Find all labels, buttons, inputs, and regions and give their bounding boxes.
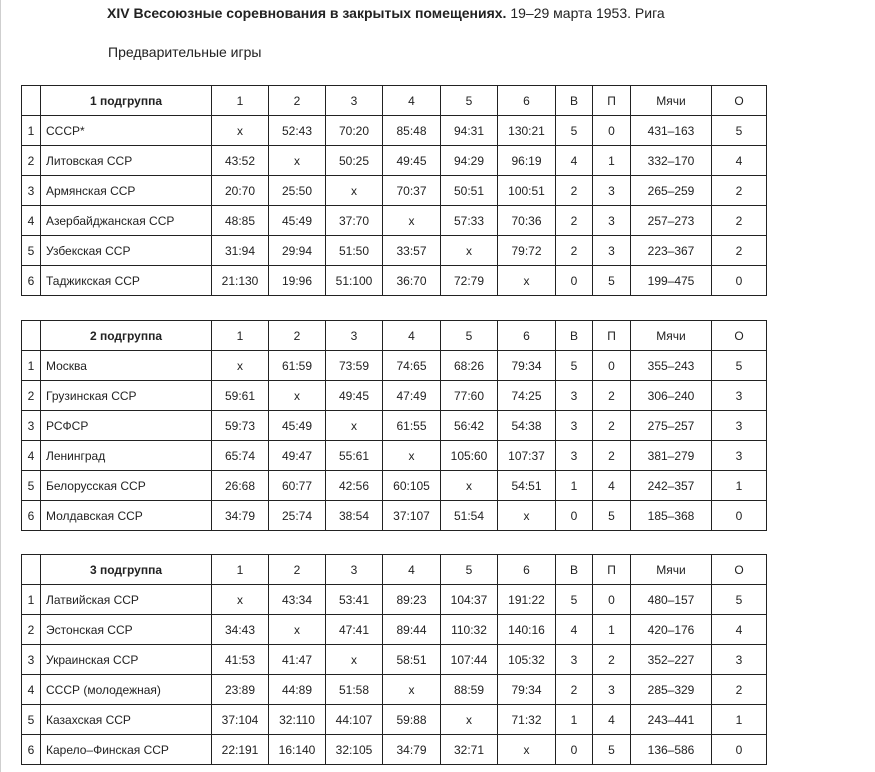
corner-cell bbox=[22, 321, 41, 351]
score-cell: 49:45 bbox=[326, 381, 383, 411]
row-number: 6 bbox=[22, 266, 41, 296]
score-cell: 34:43 bbox=[212, 615, 269, 645]
row-number: 3 bbox=[22, 411, 41, 441]
score-cell: 89:23 bbox=[383, 585, 441, 615]
score-cell: х bbox=[326, 411, 383, 441]
losses-cell: 0 bbox=[593, 585, 631, 615]
wins-cell: 4 bbox=[556, 146, 593, 176]
losses-cell: 5 bbox=[593, 266, 631, 296]
score-cell: 19:96 bbox=[269, 266, 326, 296]
score-cell: 68:26 bbox=[441, 351, 498, 381]
score-cell: 43:34 bbox=[269, 585, 326, 615]
table-row bbox=[22, 266, 767, 296]
score-cell: 32:71 bbox=[441, 735, 498, 765]
team-name: СССР (молодежная) bbox=[41, 675, 212, 705]
score-cell: 43:52 bbox=[212, 146, 269, 176]
score-cell: х bbox=[498, 501, 556, 531]
table-row bbox=[22, 645, 767, 675]
score-cell: 47:49 bbox=[383, 381, 441, 411]
team-name: Карело–Финская ССР bbox=[41, 735, 212, 765]
losses-cell: 0 bbox=[593, 116, 631, 146]
points-cell: 5 bbox=[712, 351, 767, 381]
score-cell: 140:16 bbox=[498, 615, 556, 645]
row-number: 5 bbox=[22, 236, 41, 266]
score-cell: 31:94 bbox=[212, 236, 269, 266]
score-cell: х bbox=[441, 471, 498, 501]
column-header: В bbox=[556, 321, 593, 351]
score-cell: 105:32 bbox=[498, 645, 556, 675]
losses-cell: 4 bbox=[593, 705, 631, 735]
row-number: 4 bbox=[22, 441, 41, 471]
score-cell: 74:25 bbox=[498, 381, 556, 411]
row-number: 1 bbox=[22, 116, 41, 146]
team-name: Узбекская ССР bbox=[41, 236, 212, 266]
score-cell: х bbox=[212, 351, 269, 381]
score-cell: х bbox=[498, 735, 556, 765]
score-cell: 55:61 bbox=[326, 441, 383, 471]
column-header: Мячи bbox=[631, 86, 712, 116]
score-cell: 23:89 bbox=[212, 675, 269, 705]
wins-cell: 1 bbox=[556, 471, 593, 501]
page-left-border bbox=[0, 0, 1, 772]
section-subtitle: Предварительные игры bbox=[108, 44, 262, 60]
score-cell: 36:70 bbox=[383, 266, 441, 296]
group-name: 2 подгруппа bbox=[41, 321, 212, 351]
points-cell: 0 bbox=[712, 266, 767, 296]
points-cell: 3 bbox=[712, 411, 767, 441]
team-name: Азербайджанская ССР bbox=[41, 206, 212, 236]
balls-cell: 275–257 bbox=[631, 411, 712, 441]
score-cell: х bbox=[269, 146, 326, 176]
points-cell: 4 bbox=[712, 146, 767, 176]
score-cell: 22:191 bbox=[212, 735, 269, 765]
score-cell: 32:110 bbox=[269, 705, 326, 735]
losses-cell: 2 bbox=[593, 645, 631, 675]
column-header: 4 bbox=[383, 321, 441, 351]
score-cell: х bbox=[269, 381, 326, 411]
score-cell: 37:70 bbox=[326, 206, 383, 236]
points-cell: 0 bbox=[712, 735, 767, 765]
column-header: 5 bbox=[441, 86, 498, 116]
column-header: 1 bbox=[212, 321, 269, 351]
score-cell: 54:38 bbox=[498, 411, 556, 441]
score-cell: х bbox=[383, 206, 441, 236]
table-row bbox=[22, 471, 767, 501]
score-cell: х bbox=[212, 585, 269, 615]
score-cell: 20:70 bbox=[212, 176, 269, 206]
column-header: Мячи bbox=[631, 321, 712, 351]
losses-cell: 0 bbox=[593, 351, 631, 381]
group-name: 3 подгруппа bbox=[41, 555, 212, 585]
balls-cell: 243–441 bbox=[631, 705, 712, 735]
column-header: П bbox=[593, 321, 631, 351]
points-cell: 3 bbox=[712, 645, 767, 675]
team-name: СССР* bbox=[41, 116, 212, 146]
column-header: Мячи bbox=[631, 555, 712, 585]
points-cell: 5 bbox=[712, 585, 767, 615]
table-row bbox=[22, 146, 767, 176]
losses-cell: 3 bbox=[593, 236, 631, 266]
table-row bbox=[22, 441, 767, 471]
score-cell: 60:77 bbox=[269, 471, 326, 501]
row-number: 4 bbox=[22, 675, 41, 705]
losses-cell: 3 bbox=[593, 675, 631, 705]
team-name: Казахская ССР bbox=[41, 705, 212, 735]
score-cell: 26:68 bbox=[212, 471, 269, 501]
wins-cell: 2 bbox=[556, 236, 593, 266]
score-cell: 51:54 bbox=[441, 501, 498, 531]
row-number: 6 bbox=[22, 501, 41, 531]
title-dates: 19–29 марта 1953. Рига bbox=[510, 5, 665, 21]
score-cell: х bbox=[498, 266, 556, 296]
table-header-row bbox=[22, 321, 767, 351]
points-cell: 1 bbox=[712, 705, 767, 735]
table-header-row bbox=[22, 86, 767, 116]
score-cell: 94:29 bbox=[441, 146, 498, 176]
score-cell: х bbox=[326, 645, 383, 675]
table-row bbox=[22, 705, 767, 735]
score-cell: 33:57 bbox=[383, 236, 441, 266]
score-cell: 51:58 bbox=[326, 675, 383, 705]
table-row bbox=[22, 585, 767, 615]
row-number: 1 bbox=[22, 351, 41, 381]
score-cell: 21:130 bbox=[212, 266, 269, 296]
score-cell: 29:94 bbox=[269, 236, 326, 266]
balls-cell: 352–227 bbox=[631, 645, 712, 675]
score-cell: 104:37 bbox=[441, 585, 498, 615]
score-cell: 56:42 bbox=[441, 411, 498, 441]
balls-cell: 381–279 bbox=[631, 441, 712, 471]
score-cell: 52:43 bbox=[269, 116, 326, 146]
points-cell: 3 bbox=[712, 441, 767, 471]
losses-cell: 4 bbox=[593, 471, 631, 501]
team-name: Литовская ССР bbox=[41, 146, 212, 176]
row-number: 2 bbox=[22, 381, 41, 411]
column-header: 6 bbox=[498, 86, 556, 116]
column-header: 4 bbox=[383, 555, 441, 585]
score-cell: 130:21 bbox=[498, 116, 556, 146]
wins-cell: 5 bbox=[556, 585, 593, 615]
losses-cell: 5 bbox=[593, 501, 631, 531]
score-cell: 48:85 bbox=[212, 206, 269, 236]
page-title bbox=[107, 5, 665, 21]
group-name: 1 подгруппа bbox=[41, 86, 212, 116]
table-row bbox=[22, 675, 767, 705]
score-cell: 45:49 bbox=[269, 206, 326, 236]
score-cell: 79:72 bbox=[498, 236, 556, 266]
score-cell: 61:55 bbox=[383, 411, 441, 441]
balls-cell: 223–367 bbox=[631, 236, 712, 266]
wins-cell: 4 bbox=[556, 615, 593, 645]
score-cell: 74:65 bbox=[383, 351, 441, 381]
column-header: В bbox=[556, 86, 593, 116]
losses-cell: 2 bbox=[593, 411, 631, 441]
group-table-2 bbox=[21, 320, 767, 531]
group-table-1 bbox=[21, 85, 767, 296]
wins-cell: 2 bbox=[556, 675, 593, 705]
row-number: 2 bbox=[22, 146, 41, 176]
score-cell: 94:31 bbox=[441, 116, 498, 146]
score-cell: х bbox=[383, 441, 441, 471]
column-header: 3 bbox=[326, 555, 383, 585]
table-row bbox=[22, 351, 767, 381]
corner-cell bbox=[22, 555, 41, 585]
row-number: 5 bbox=[22, 471, 41, 501]
balls-cell: 285–329 bbox=[631, 675, 712, 705]
score-cell: 77:60 bbox=[441, 381, 498, 411]
team-name: Таджикская ССР bbox=[41, 266, 212, 296]
score-cell: 85:48 bbox=[383, 116, 441, 146]
points-cell: 3 bbox=[712, 381, 767, 411]
score-cell: 70:36 bbox=[498, 206, 556, 236]
column-header: 4 bbox=[383, 86, 441, 116]
points-cell: 4 bbox=[712, 615, 767, 645]
score-cell: 61:59 bbox=[269, 351, 326, 381]
balls-cell: 480–157 bbox=[631, 585, 712, 615]
balls-cell: 136–586 bbox=[631, 735, 712, 765]
losses-cell: 2 bbox=[593, 381, 631, 411]
column-header: 3 bbox=[326, 321, 383, 351]
wins-cell: 3 bbox=[556, 411, 593, 441]
points-cell: 2 bbox=[712, 206, 767, 236]
row-number: 4 bbox=[22, 206, 41, 236]
score-cell: 72:79 bbox=[441, 266, 498, 296]
losses-cell: 1 bbox=[593, 146, 631, 176]
column-header: 2 bbox=[269, 321, 326, 351]
column-header: 5 bbox=[441, 321, 498, 351]
score-cell: 49:45 bbox=[383, 146, 441, 176]
wins-cell: 5 bbox=[556, 351, 593, 381]
score-cell: 79:34 bbox=[498, 351, 556, 381]
column-header: П bbox=[593, 555, 631, 585]
score-cell: 50:25 bbox=[326, 146, 383, 176]
score-cell: 47:41 bbox=[326, 615, 383, 645]
points-cell: 2 bbox=[712, 675, 767, 705]
score-cell: 70:20 bbox=[326, 116, 383, 146]
balls-cell: 199–475 bbox=[631, 266, 712, 296]
wins-cell: 0 bbox=[556, 501, 593, 531]
score-cell: 51:100 bbox=[326, 266, 383, 296]
title-bold: XIV Всесоюзные соревнования в закрытых помещениях. bbox=[107, 5, 507, 21]
score-cell: х bbox=[269, 615, 326, 645]
column-header: О bbox=[712, 555, 767, 585]
balls-cell: 420–176 bbox=[631, 615, 712, 645]
balls-cell: 242–357 bbox=[631, 471, 712, 501]
group-table-3 bbox=[21, 554, 767, 765]
score-cell: 59:61 bbox=[212, 381, 269, 411]
column-header: О bbox=[712, 321, 767, 351]
score-cell: 60:105 bbox=[383, 471, 441, 501]
score-cell: 57:33 bbox=[441, 206, 498, 236]
row-number: 1 bbox=[22, 585, 41, 615]
score-cell: 34:79 bbox=[383, 735, 441, 765]
score-cell: 37:104 bbox=[212, 705, 269, 735]
score-cell: 107:37 bbox=[498, 441, 556, 471]
score-cell: 70:37 bbox=[383, 176, 441, 206]
points-cell: 2 bbox=[712, 236, 767, 266]
team-name: Латвийская ССР bbox=[41, 585, 212, 615]
team-name: Грузинская ССР bbox=[41, 381, 212, 411]
score-cell: 51:50 bbox=[326, 236, 383, 266]
score-cell: 25:74 bbox=[269, 501, 326, 531]
score-cell: 105:60 bbox=[441, 441, 498, 471]
table-header-row bbox=[22, 555, 767, 585]
table-row bbox=[22, 615, 767, 645]
team-name: Украинская ССР bbox=[41, 645, 212, 675]
team-name: Эстонская ССР bbox=[41, 615, 212, 645]
table-row bbox=[22, 735, 767, 765]
column-header: 2 bbox=[269, 555, 326, 585]
column-header: О bbox=[712, 86, 767, 116]
score-cell: 73:59 bbox=[326, 351, 383, 381]
column-header: 1 bbox=[212, 86, 269, 116]
score-cell: 71:32 bbox=[498, 705, 556, 735]
score-cell: 65:74 bbox=[212, 441, 269, 471]
points-cell: 0 bbox=[712, 501, 767, 531]
score-cell: 100:51 bbox=[498, 176, 556, 206]
table-row bbox=[22, 116, 767, 146]
score-cell: 44:107 bbox=[326, 705, 383, 735]
wins-cell: 2 bbox=[556, 206, 593, 236]
column-header: В bbox=[556, 555, 593, 585]
balls-cell: 257–273 bbox=[631, 206, 712, 236]
score-cell: 53:41 bbox=[326, 585, 383, 615]
row-number: 5 bbox=[22, 705, 41, 735]
score-cell: х bbox=[326, 176, 383, 206]
wins-cell: 5 bbox=[556, 116, 593, 146]
table-row bbox=[22, 176, 767, 206]
table-row bbox=[22, 236, 767, 266]
score-cell: 16:140 bbox=[269, 735, 326, 765]
losses-cell: 2 bbox=[593, 441, 631, 471]
score-cell: 58:51 bbox=[383, 645, 441, 675]
points-cell: 1 bbox=[712, 471, 767, 501]
wins-cell: 0 bbox=[556, 735, 593, 765]
score-cell: 42:56 bbox=[326, 471, 383, 501]
score-cell: 25:50 bbox=[269, 176, 326, 206]
table-row bbox=[22, 381, 767, 411]
score-cell: 38:54 bbox=[326, 501, 383, 531]
column-header: 3 bbox=[326, 86, 383, 116]
row-number: 6 bbox=[22, 735, 41, 765]
losses-cell: 5 bbox=[593, 735, 631, 765]
wins-cell: 0 bbox=[556, 266, 593, 296]
balls-cell: 332–170 bbox=[631, 146, 712, 176]
balls-cell: 185–368 bbox=[631, 501, 712, 531]
team-name: Ленинград bbox=[41, 441, 212, 471]
wins-cell: 3 bbox=[556, 381, 593, 411]
score-cell: 88:59 bbox=[441, 675, 498, 705]
losses-cell: 3 bbox=[593, 176, 631, 206]
balls-cell: 265–259 bbox=[631, 176, 712, 206]
team-name: Молдавская ССР bbox=[41, 501, 212, 531]
score-cell: 49:47 bbox=[269, 441, 326, 471]
table-row bbox=[22, 501, 767, 531]
column-header: 1 bbox=[212, 555, 269, 585]
score-cell: х bbox=[441, 705, 498, 735]
score-cell: 41:53 bbox=[212, 645, 269, 675]
column-header: 5 bbox=[441, 555, 498, 585]
score-cell: 32:105 bbox=[326, 735, 383, 765]
balls-cell: 431–163 bbox=[631, 116, 712, 146]
score-cell: 50:51 bbox=[441, 176, 498, 206]
table-row bbox=[22, 206, 767, 236]
team-name: Белорусская ССР bbox=[41, 471, 212, 501]
row-number: 2 bbox=[22, 615, 41, 645]
column-header: 6 bbox=[498, 321, 556, 351]
balls-cell: 355–243 bbox=[631, 351, 712, 381]
score-cell: 37:107 bbox=[383, 501, 441, 531]
score-cell: 54:51 bbox=[498, 471, 556, 501]
column-header: 6 bbox=[498, 555, 556, 585]
score-cell: 34:79 bbox=[212, 501, 269, 531]
losses-cell: 1 bbox=[593, 615, 631, 645]
row-number: 3 bbox=[22, 645, 41, 675]
wins-cell: 3 bbox=[556, 441, 593, 471]
column-header: 2 bbox=[269, 86, 326, 116]
row-number: 3 bbox=[22, 176, 41, 206]
score-cell: 96:19 bbox=[498, 146, 556, 176]
wins-cell: 1 bbox=[556, 705, 593, 735]
column-header: П bbox=[593, 86, 631, 116]
losses-cell: 3 bbox=[593, 206, 631, 236]
score-cell: 79:34 bbox=[498, 675, 556, 705]
score-cell: х bbox=[383, 675, 441, 705]
wins-cell: 3 bbox=[556, 645, 593, 675]
score-cell: х bbox=[441, 236, 498, 266]
table-row bbox=[22, 411, 767, 441]
team-name: Москва bbox=[41, 351, 212, 381]
team-name: РСФСР bbox=[41, 411, 212, 441]
team-name: Армянская ССР bbox=[41, 176, 212, 206]
score-cell: 45:49 bbox=[269, 411, 326, 441]
score-cell: 110:32 bbox=[441, 615, 498, 645]
points-cell: 5 bbox=[712, 116, 767, 146]
balls-cell: 306–240 bbox=[631, 381, 712, 411]
score-cell: 191:22 bbox=[498, 585, 556, 615]
score-cell: 59:73 bbox=[212, 411, 269, 441]
corner-cell bbox=[22, 86, 41, 116]
score-cell: 89:44 bbox=[383, 615, 441, 645]
score-cell: х bbox=[212, 116, 269, 146]
wins-cell: 2 bbox=[556, 176, 593, 206]
points-cell: 2 bbox=[712, 176, 767, 206]
score-cell: 41:47 bbox=[269, 645, 326, 675]
score-cell: 59:88 bbox=[383, 705, 441, 735]
score-cell: 44:89 bbox=[269, 675, 326, 705]
score-cell: 107:44 bbox=[441, 645, 498, 675]
